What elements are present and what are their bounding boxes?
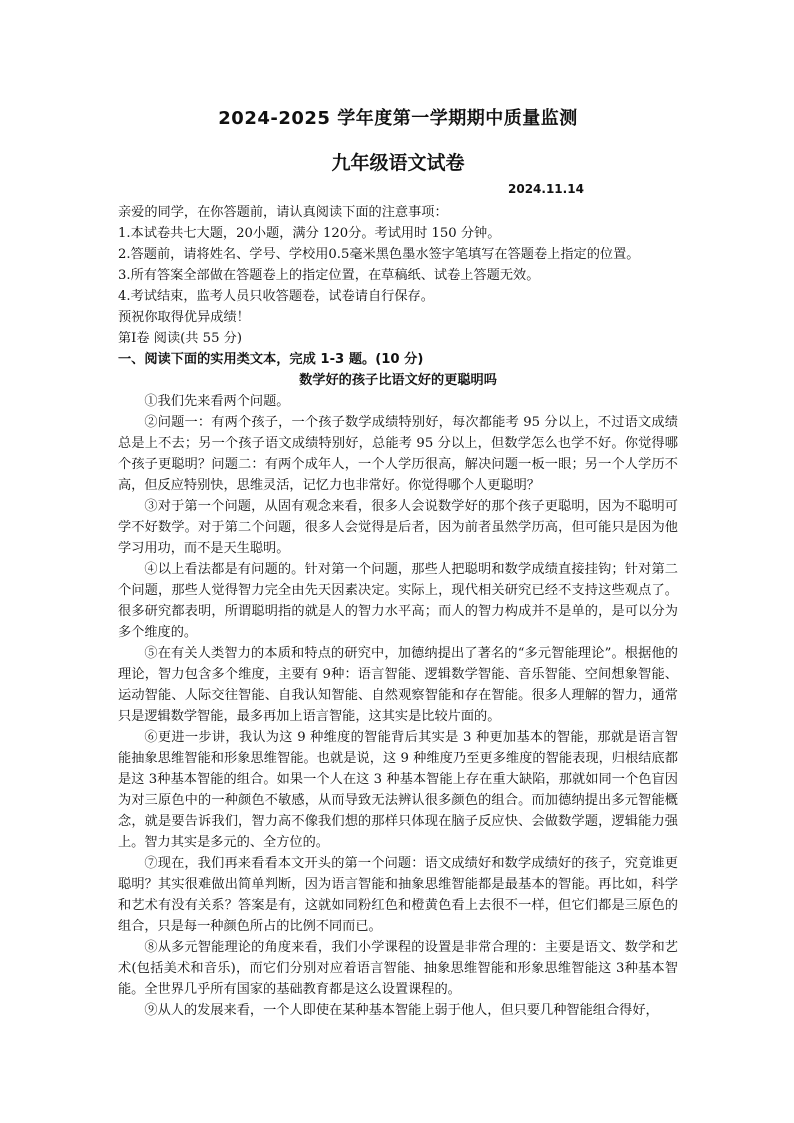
article-paragraph: ②问题一：有两个孩子，一个孩子数学成绩特别好，每次都能考 95 分以上，不过语文成绩总是上不去；另一个孩子语文成绩特别好，总能考 95 分以上，但数学怎么也学不好。你觉得哪个孩子更聪明？问题二：有两个成年人，一个人学历很高，解决问题一板一眼；另一个人学历不高，但反应特别快，思维灵活，记忆力也非常好。你觉得哪个人更聪明？	[118, 415, 678, 493]
article-paragraph: ⑤在有关人类智力的本质和特点的研究中，加德纳提出了著名的“多元智能理论”。根据他的理论，智力包含多个维度，主要有 9种：语言智能、逻辑数学智能、音乐智能、空间想象智能、运动智能、人际交往智能、自我认知智能、自然观察智能和存在智能。很多人理解的智力，通常只是逻辑数学智能，最多再加上语言智能，这其实是比较片面的。	[118, 646, 678, 724]
notice-intro: 亲爱的同学，在你答题前，请认真阅读下面的注意事项：	[118, 205, 448, 220]
article-paragraph: ①我们先来看两个问题。	[144, 394, 290, 409]
notice-item: 3.所有答案全部做在答题卷上的指定位置，在草稿纸、试卷上答题无效。	[118, 268, 540, 283]
question-heading: 一、阅读下面的实用类文本，完成 1-3 题。(10 分)	[118, 352, 424, 367]
exam-title: 2024-2025 学年度第一学期期中质量监测	[218, 108, 578, 129]
article-paragraph: ⑨从人的发展来看，一个人即使在某种基本智能上弱于他人，但只要几种智能组合得好，	[144, 1003, 659, 1018]
article-paragraph: ③对于第一个问题，从固有观念来看，很多人会说数学好的那个孩子更聪明，因为不聪明可学不好数学。对于第二个问题，很多人会觉得是后者，因为前者虽然学历高，但可能只是因为他学习用功，而不是天生聪明。	[118, 499, 678, 556]
notice-item: 1.本试卷共七大题，20小题，满分 120分。考试用时 150 分钟。	[118, 226, 501, 241]
exam-subtitle: 九年级语文试卷	[331, 152, 465, 174]
exam-date: 2024.11.14	[508, 182, 584, 196]
notice-wish: 预祝你取得优异成绩！	[118, 310, 250, 325]
article-paragraph: ④以上看法都是有问题的。针对第一个问题，那些人把聪明和数学成绩直接挂钩；针对第二个问题，那些人觉得智力完全由先天因素决定。实际上，现代相关研究已经不支持这些观点了。很多研究都表明，所谓聪明指的就是人的智力水平高；而人的智力构成并不是单的，是可以分为多个维度的。	[118, 562, 678, 640]
notice-item: 2.答题前，请将姓名、学号、学校用0.5毫米黑色墨水签字笔填写在答题卷上指定的位置。	[118, 247, 640, 262]
article-paragraph: ⑦现在，我们再来看看本文开头的第一个问题：语文成绩好和数学成绩好的孩子，究竟谁更聪明？其实很难做出简单判断，因为语言智能和抽象思维智能都是最基本的智能。再比如，科学和艺术有没有关系？答案是有，这就如同粉红色和橙黄色看上去很不一样，但它们都是三原色的组合，只是每一种颜色所占的比例不同而已。	[118, 856, 678, 934]
article-paragraph: ⑧从多元智能理论的角度来看，我们小学课程的设置是非常合理的：主要是语文、数学和艺术(包括美术和音乐)，而它们分别对应着语言智能、抽象思维智能和形象思维智能这 3种基本智能。全世界几乎所有国家的基础教育都是这么设置课程的。	[118, 940, 678, 997]
exam-body	[118, 202, 678, 1021]
notice-item: 4.考试结束，监考人员只收答题卷，试卷请自行保存。	[118, 289, 434, 304]
section-label: 第Ⅰ卷 阅读(共 55 分)	[118, 331, 242, 346]
article-title: 数学好的孩子比语文好的更聪明吗	[299, 373, 497, 388]
article-paragraph: ⑥更进一步讲，我认为这 9 种维度的智能背后其实是 3 种更加基本的智能，那就是语言智能抽象思维智能和形象思维智能。也就是说，这 9 种维度乃至更多维度的智能表现，归根结底都是这 3种基本智能的组合。如果一个人在这 3 种基本智能上存在重大缺陷，那就如同一个色盲因为对三原色中的一种颜色不敏感，从而导致无法辨认很多颜色的组合。而加德纳提出多元智能概念，就是要告诉我们，智力高不像我们想的那样只体现在脑子反应快、会做数学题，逻辑能力强上。智力其实是多元的、全方位的。	[118, 730, 678, 850]
